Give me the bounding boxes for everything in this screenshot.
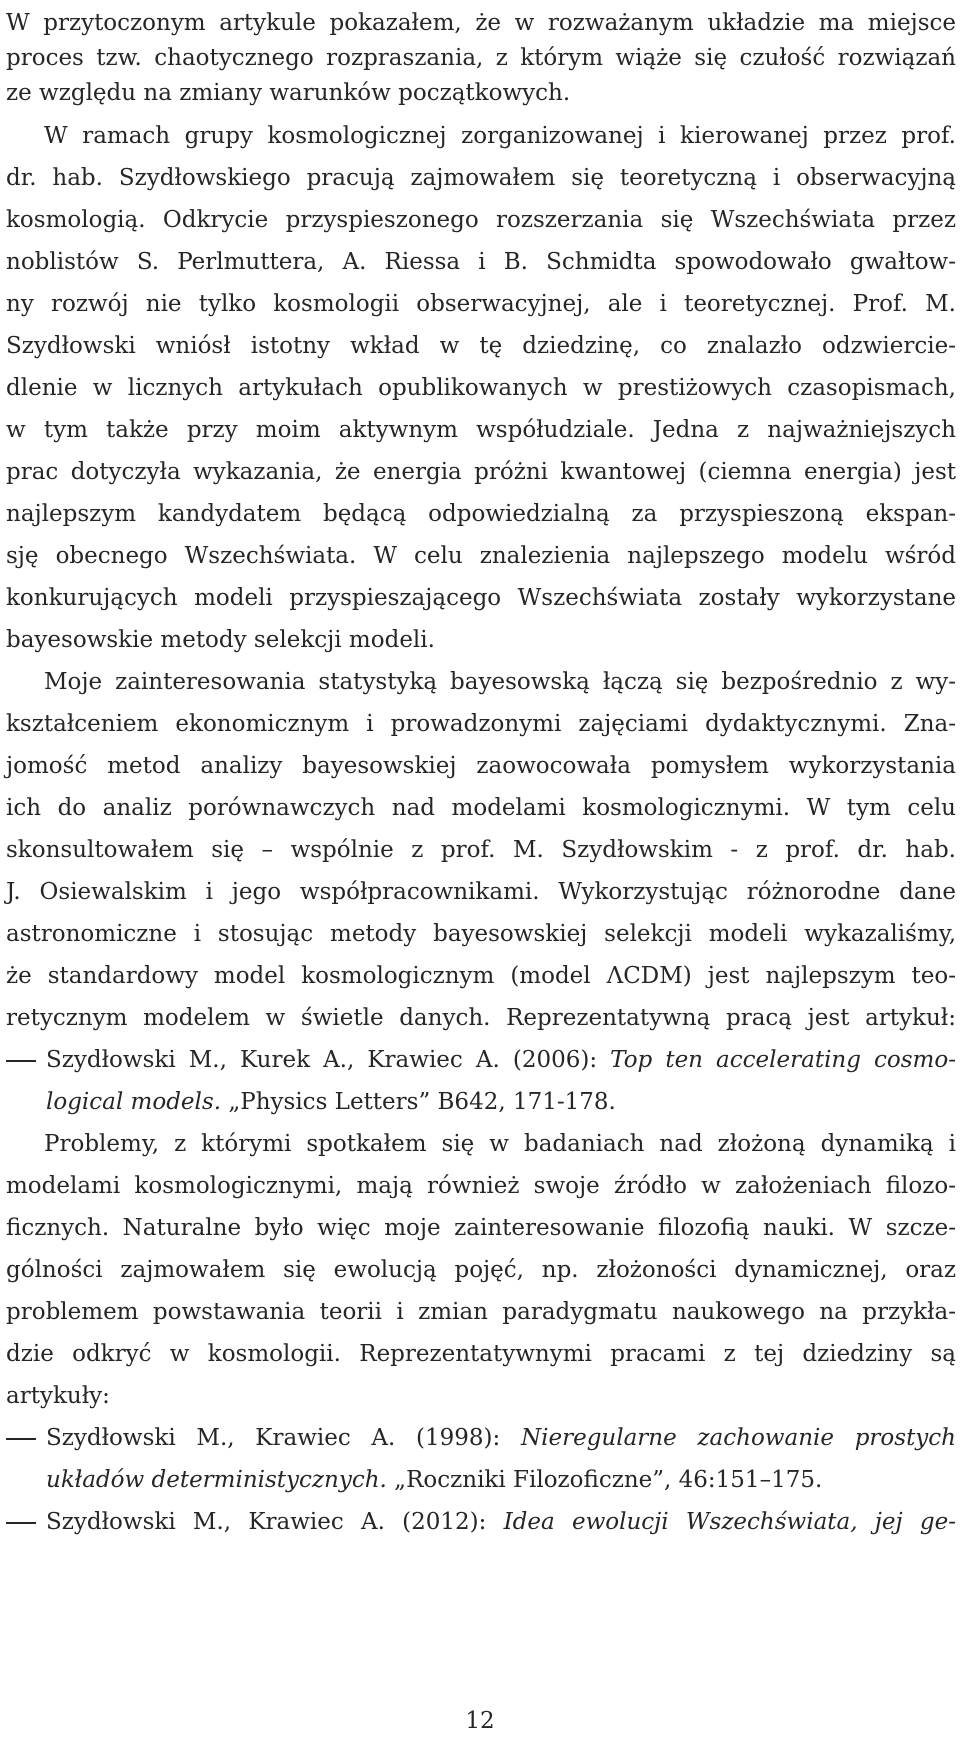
paragraph-line: proces tzw. chaotycznego rozpraszania, z którym wiąże się czułość rozwiązań	[6, 45, 956, 71]
reference-title: logical models.	[46, 1089, 222, 1115]
reference-text: Szydłowski M., Krawiec A. (1998): Nieregularne zachowanie prostych	[46, 1425, 956, 1451]
paragraph-line: W ramach grupy kosmologicznej zorganizowanej i kierowanej przez prof.	[44, 123, 956, 149]
paragraph-line: problemem powstawania teorii i zmian paradygmatu naukowego na przykła-	[6, 1299, 956, 1325]
paragraph-line: retycznym modelem w świetle danych. Reprezentatywną pracą jest artykuł:	[6, 1005, 956, 1031]
paragraph-line: astronomiczne i stosując metody bayesowskiej selekcji modeli wykazaliśmy,	[6, 921, 956, 947]
page-number: 12	[465, 1708, 495, 1734]
dash-marker	[6, 1060, 36, 1062]
paragraph-line: skonsultowałem się – wspólnie z prof. M. Szydłowskim - z prof. dr. hab.	[6, 837, 956, 863]
reference-item-continued	[6, 1459, 956, 1501]
paragraph-line: J. Osiewalskim i jego współpracownikami. Wykorzystując różnorodne dane	[6, 879, 956, 905]
paragraph-line: ze względu na zmiany warunków początkowych.	[6, 80, 571, 106]
reference-title: Top ten accelerating cosmo-	[610, 1047, 956, 1073]
reference-item	[6, 1039, 956, 1081]
paragraph-line: prac dotyczyła wykazania, że energia próżni kwantowej (ciemna energia) jest	[6, 459, 956, 485]
paragraph-line: W przytoczonym artykule pokazałem, że w rozważanym układzie ma miejsce	[6, 10, 956, 36]
reference-text: układów deterministycznych. „Roczniki Filozoficzne”, 46:151–175.	[46, 1467, 823, 1493]
paragraph-line: Moje zainteresowania statystyką bayesowską łączą się bezpośrednio z wy-	[44, 669, 956, 695]
paragraph-line: kosmologią. Odkrycie przyspieszonego rozszerzania się Wszechświata przez	[6, 207, 956, 233]
reference-text: Szydłowski M., Kurek A., Krawiec A. (2006): Top ten accelerating cosmo-	[46, 1047, 956, 1073]
paragraph-line: sję obecnego Wszechświata. W celu znalezienia najlepszego modelu wśród	[6, 543, 956, 569]
reference-text: logical models. „Physics Letters” B642, 171-178.	[46, 1089, 616, 1115]
paragraph-line: kształceniem ekonomicznym i prowadzonymi zajęciami dydaktycznymi. Zna-	[6, 711, 956, 737]
paragraph-line: dlenie w licznych artykułach opublikowanych w prestiżowych czasopismach,	[6, 375, 956, 401]
reference-title: układów deterministycznych.	[46, 1467, 387, 1493]
paragraph-line: noblistów S. Perlmuttera, A. Riessa i B. Schmidta spowodowało gwałtow-	[6, 249, 956, 275]
paragraph-line: ficznych. Naturalne było więc moje zainteresowanie filozofią nauki. W szcze-	[6, 1215, 956, 1241]
paragraph-line: ich do analiz porównawczych nad modelami kosmologicznymi. W tym celu	[6, 795, 956, 821]
reference-item-continued	[6, 1081, 956, 1123]
dash-marker	[6, 1522, 36, 1524]
paragraph-line: gólności zajmowałem się ewolucją pojęć, np. złożoności dynamicznej, oraz	[6, 1257, 956, 1283]
paragraph-line: modelami kosmologicznymi, mają również swoje źródło w założeniach filozo-	[6, 1173, 956, 1199]
dash-marker	[6, 1438, 36, 1440]
paragraph-line: dzie odkryć w kosmologii. Reprezentatywnymi pracami z tej dziedziny są	[6, 1341, 956, 1367]
paragraph-line: dr. hab. Szydłowskiego pracują zajmowałem się teoretyczną i obserwacyjną	[6, 165, 956, 191]
reference-title: Idea ewolucji Wszechświata, jej ge-	[503, 1509, 957, 1535]
reference-item	[6, 1417, 956, 1459]
paragraph-line: że standardowy model kosmologicznym (model ΛCDM) jest najlepszym teo-	[6, 963, 956, 989]
paragraph-line: w tym także przy moim aktywnym współudziale. Jedna z najważniejszych	[6, 417, 956, 443]
paragraph-line: najlepszym kandydatem będącą odpowiedzialną za przyspieszoną ekspan-	[6, 501, 956, 527]
paragraph-line: jomość metod analizy bayesowskiej zaowocowała pomysłem wykorzystania	[6, 753, 956, 779]
reference-text: Szydłowski M., Krawiec A. (2012): Idea ewolucji Wszechświata, jej ge-	[46, 1509, 957, 1535]
paragraph-line: Szydłowski wniósł istotny wkład w tę dziedzinę, co znalazło odzwiercie-	[6, 333, 956, 359]
paragraph-line: Problemy, z którymi spotkałem się w badaniach nad złożoną dynamiką i	[44, 1131, 956, 1157]
paragraph-line: bayesowskie metody selekcji modeli.	[6, 627, 435, 653]
paragraph-line: konkurujących modeli przyspieszającego Wszechświata zostały wykorzystane	[6, 585, 956, 611]
reference-title: Nieregularne zachowanie prostych	[521, 1425, 956, 1451]
paragraph-line: ny rozwój nie tylko kosmologii obserwacyjnej, ale i teoretycznej. Prof. M.	[6, 291, 956, 317]
paragraph-line: artykuły:	[6, 1383, 110, 1409]
reference-item	[6, 1501, 956, 1543]
